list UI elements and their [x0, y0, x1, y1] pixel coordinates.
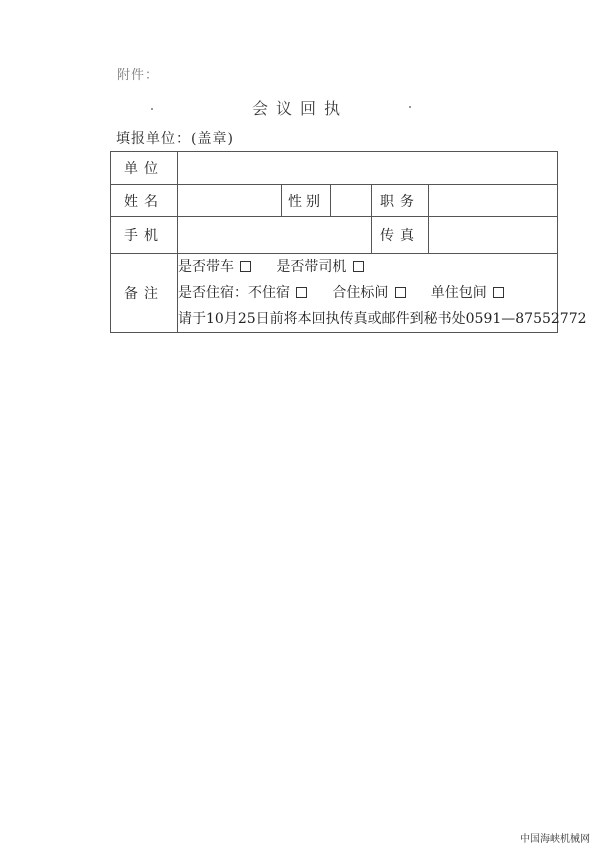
scan-speck	[409, 106, 411, 108]
unit-field[interactable]	[178, 152, 558, 185]
contact-row	[111, 217, 558, 254]
page-title: 会议回执	[251, 99, 348, 118]
name-field[interactable]	[178, 185, 282, 217]
unit-label: 单位	[111, 152, 178, 185]
bring-car-checkbox[interactable]	[240, 261, 251, 272]
no-lodging-checkbox[interactable]	[296, 287, 307, 298]
bring-driver-label: 是否带司机	[276, 259, 347, 275]
mobile-label: 手机	[111, 217, 178, 254]
single-room-label: 单住包间	[430, 285, 487, 301]
name-label: 姓名	[111, 185, 178, 217]
no-lodging-label: 是否住宿：不住宿	[178, 285, 290, 301]
bring-driver-checkbox[interactable]	[353, 261, 364, 272]
attachment-label: 附件：	[117, 68, 160, 83]
mobile-field[interactable]	[178, 217, 372, 254]
position-label: 职务	[372, 185, 429, 217]
lodging-line	[178, 280, 557, 306]
receipt-form-table	[110, 151, 587, 333]
shared-room-checkbox[interactable]	[395, 287, 406, 298]
fax-field[interactable]	[429, 217, 558, 254]
fax-label: 传真	[372, 217, 429, 254]
transport-line	[178, 254, 557, 280]
position-field[interactable]	[429, 185, 558, 217]
gender-label: 性别	[282, 185, 331, 217]
gender-field[interactable]	[331, 185, 372, 217]
fill-unit-label: 填报单位：(盖章)	[116, 131, 234, 147]
notes-cell	[178, 254, 587, 333]
bring-car-label: 是否带车	[178, 259, 234, 275]
notes-label: 备注	[111, 254, 178, 333]
shared-room-label: 合住标间	[332, 285, 389, 301]
instruction-line: 请于10月25日前将本回执传真或邮件到秘书处0591—87552772	[178, 311, 587, 327]
name-row	[111, 185, 558, 217]
source-watermark: 中国海峡机械网	[520, 834, 590, 845]
notes-row	[111, 254, 558, 333]
scan-speck	[151, 108, 153, 110]
single-room-checkbox[interactable]	[493, 287, 504, 298]
unit-row	[111, 152, 558, 185]
